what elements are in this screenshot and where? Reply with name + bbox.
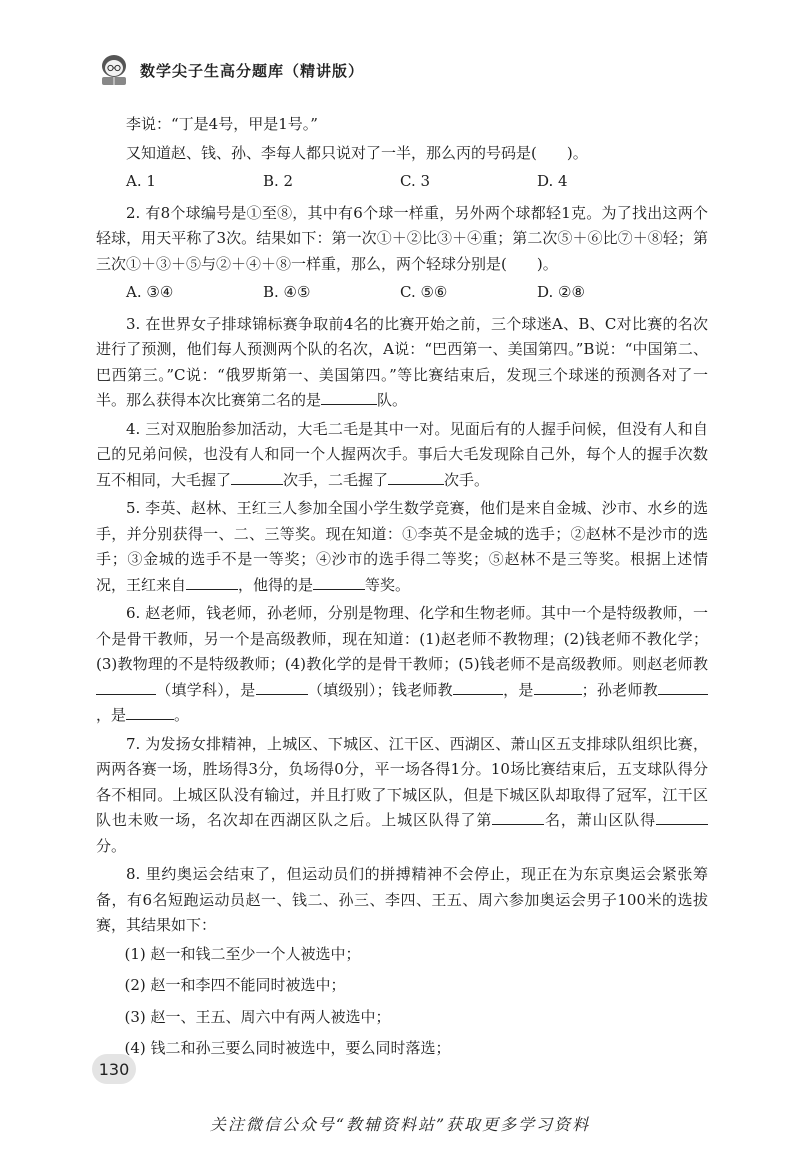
q6-tail: 。	[174, 706, 190, 724]
q6-text: 6. 赵老师，钱老师，孙老师，分别是物理、化学和生物老师。其中一个是特级教师，一个是骨干教师，另一个是高级教师，现在知道：(1)赵老师不教物理；(2)钱老师不教化学；(3)教物理的不是特级教师；(4)教化学的是骨干教师；(5)钱老师不是高级教师。则赵老师教	[96, 604, 708, 673]
q7-mid: 名，萧山区队得	[544, 811, 656, 829]
answer-blank	[388, 470, 444, 485]
li-statement: 李说：“丁是4号，甲是1号。”	[126, 115, 318, 133]
answer-blank	[658, 680, 708, 695]
q6-part3: ，是	[502, 680, 534, 699]
q2-stem: 2. 有8个球编号是①至⑧，其中有6个球一样重，另外两个球都轻1克。为了找出这两个轻球，用天平称了3次。结果如下：第一次①＋②比③＋④重；第二次⑤＋⑥比⑦＋⑧轻；第三次①＋③＋⑤与②＋④＋⑧一样重，那么，两个轻球分别是( )。	[96, 203, 708, 273]
answer-blank	[256, 680, 308, 695]
q8-condition-2: (2) 赵一和李四不能同时被选中；	[124, 976, 346, 994]
q3-text: 3. 在世界女子排球锦标赛争取前4名的比赛开始之前，三个球迷A、B、C对比赛的名次进行了预测，他们每人预测两个队的名次，A说：“巴西第一、美国第四。”B说：“中国第二、巴西第三。”C说：“俄罗斯第一、美国第四。”等比赛结束后，发现三个球迷的预测各对了一半。那么获得本次比赛第二名的是	[96, 314, 708, 409]
q5-tail: 等奖。	[365, 575, 411, 594]
answer-blank	[313, 575, 365, 590]
q1-option-a: A. 1	[126, 172, 156, 190]
answer-blank	[656, 810, 708, 825]
answer-blank	[96, 680, 156, 695]
answer-blank	[453, 680, 503, 695]
q1-stem: 又知道赵、钱、孙、李每人都只说对了一半，那么丙的号码是( )。	[126, 143, 588, 162]
q3-tail: 队。	[377, 391, 408, 409]
q6-part4: ；孙老师教	[581, 680, 658, 699]
q4-tail: 次手。	[444, 470, 490, 489]
q8-condition-4: (4) 钱二和孙三要么同时被选中，要么同时落选；	[124, 1039, 451, 1057]
q4-mid: 次手，二毛握了	[283, 470, 389, 489]
q5-mid: ，他得的是	[238, 575, 314, 594]
q2-options	[96, 280, 708, 306]
q6-part5: ，是	[96, 706, 127, 724]
answer-blank	[492, 810, 544, 825]
page-content	[96, 112, 708, 1068]
answer-blank	[126, 705, 174, 720]
q6-stem	[96, 601, 708, 729]
q4-stem	[96, 417, 708, 494]
answer-blank	[534, 680, 582, 695]
q3-stem	[96, 312, 708, 414]
q1-option-d: D. 4	[537, 172, 568, 190]
q7-tail: 分。	[96, 836, 127, 855]
answer-blank	[231, 470, 283, 485]
q2-option-a: A. ③④	[126, 283, 174, 301]
q6-part1: （填学科），是	[156, 680, 256, 699]
q7-stem	[96, 732, 708, 860]
q1-options	[96, 169, 708, 195]
q1-option-c: C. 3	[400, 172, 431, 190]
page-number: 130	[92, 1054, 136, 1084]
q2-option-d: D. ②⑧	[537, 283, 585, 301]
footer-note: 关注微信公众号“教辅资料站”获取更多学习资料	[209, 1115, 591, 1134]
book-title: 数学尖子生高分题库（精讲版）	[140, 61, 365, 80]
q1-option-b: B. 2	[263, 172, 294, 190]
q6-part2: （填级别）；钱老师教	[307, 680, 453, 699]
q5-stem	[96, 496, 708, 598]
answer-blank	[186, 575, 238, 590]
q8-stem: 8. 里约奥运会结束了，但运动员们的拼搏精神不会停止，现正在为东京奥运会紧张筹备，有6名短跑运动员赵一、钱二、孙三、李四、王五、周六参加奥运会男子100米的选拔赛，其结果如下：	[96, 865, 708, 934]
q4-text: 4. 三对双胞胎参加活动，大毛二毛是其中一对。见面后有的人握手问候，但没有人和自己的兄弟问候，也没有人和同一个人握两次手。事后大毛发现除自己外，每个人的握手次数互不相同，大毛握了	[96, 419, 708, 489]
q2-option-c: C. ⑤⑥	[400, 283, 448, 301]
q5-text: 5. 李英、赵林、王红三人参加全国小学生数学竞赛，他们是来自金城、沙市、水乡的选手，并分别获得一、二、三等奖。现在知道：①李英不是金城的选手；②赵林不是沙市的选手；③金城的选手不是一等奖；④沙市的选手得二等奖；⑤赵林不是三等奖。根据上述情况，王红来自	[96, 499, 708, 594]
student-mascot-icon	[96, 52, 132, 88]
q2-option-b: B. ④⑤	[263, 283, 311, 301]
page-header	[96, 50, 364, 90]
q8-condition-1: (1) 赵一和钱二至少一个人被选中；	[124, 944, 361, 963]
q7-text: 7. 为发扬女排精神，上城区、下城区、江干区、西湖区、萧山区五支排球队组织比赛，两两各赛一场，胜场得3分，负场得0分，平一场各得1分。10场比赛结束后，五支球队得分各不相同。上城区队没有输过，并且打败了下城区队，但是下城区队却取得了冠军，江干区队也未败一场，名次却在西湖区队之后。上城区队得了第	[96, 734, 708, 829]
q8-condition-3: (3) 赵一、王五、周六中有两人被选中；	[124, 1007, 391, 1026]
answer-blank	[321, 390, 377, 405]
